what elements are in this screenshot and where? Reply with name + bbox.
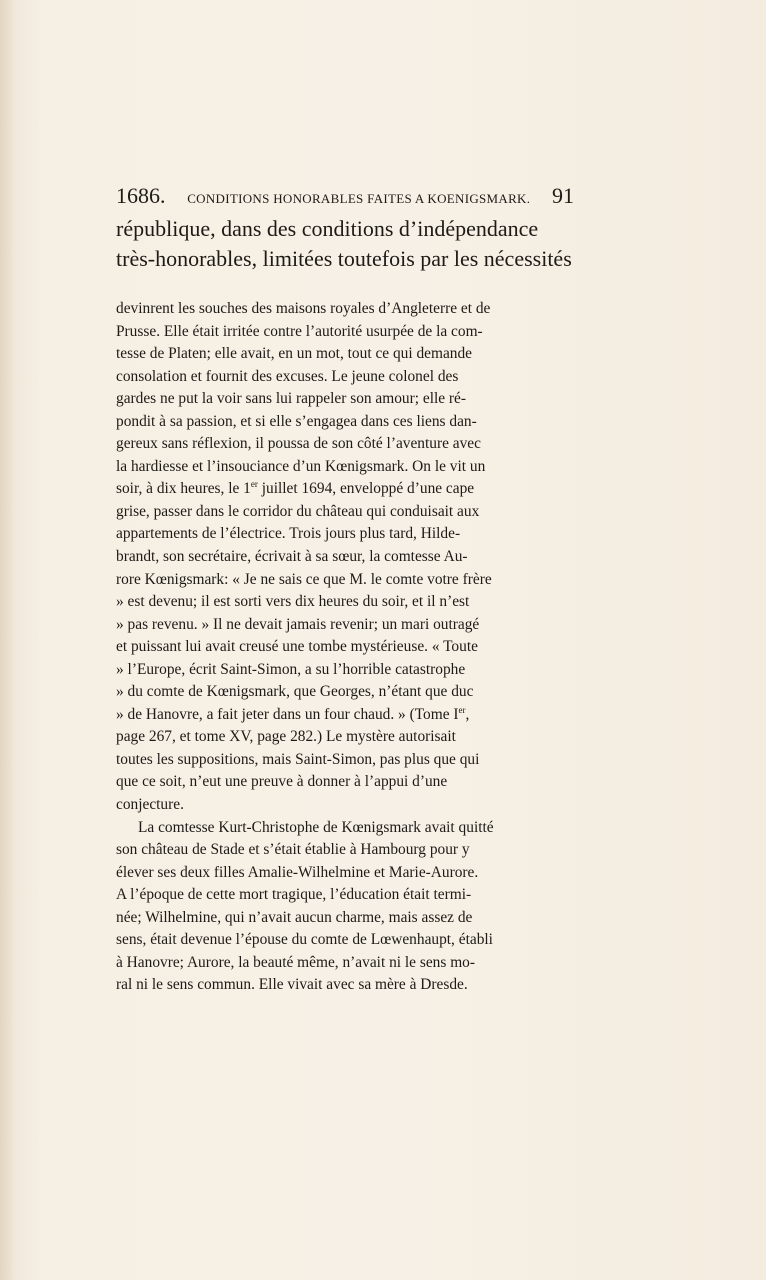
text-line: appartements de l’électrice. Trois jours plus tard, Hilde-	[116, 525, 461, 543]
text-line: à Hanovre; Aurore, la beauté même, n’avait ni le sens mo-	[116, 953, 475, 971]
text-line: toutes les suppositions, mais Saint-Simon, pas plus que qui	[116, 750, 480, 768]
text-line: sens, était devenue l’épouse du comte de Lœwenhaupt, établi	[116, 931, 493, 949]
running-head-year: 1686.	[116, 183, 166, 208]
text-line: consolation et fournit des excuses. Le jeune colonel des	[116, 367, 459, 385]
text-line: page 267, et tome XV, page 282.) Le mystère autorisait	[116, 728, 456, 746]
text-line: son château de Stade et s’était établie à Hambourg pour y	[116, 841, 470, 859]
lead-text-block	[116, 214, 574, 274]
page-number: 91	[552, 183, 574, 208]
superscript: er	[458, 704, 466, 715]
text-line: gardes ne put la voir sans lui rappeler son amour; elle ré-	[116, 390, 467, 408]
text-line: devinrent les souches des maisons royales d’Angleterre et de	[116, 300, 491, 317]
text-line: tesse de Platen; elle avait, en un mot, tout ce qui demande	[116, 345, 473, 363]
text-line: » est devenu; il est sorti vers dix heures du soir, et il n’est	[116, 593, 470, 611]
text-segment: » de Hanovre, a fait jeter dans un four chaud. » (Tome I	[116, 705, 459, 723]
lead-line: république, dans des conditions d’indépendance	[116, 216, 539, 241]
text-line: » pas revenu. » Il ne devait jamais revenir; un mari outragé	[116, 615, 480, 633]
body-text-block	[116, 298, 575, 997]
text-line: la hardiesse et l’insouciance d’un Kœnigsmark. On le vit un	[116, 457, 486, 475]
text-line: conjecture.	[116, 796, 184, 814]
running-head-title: CONDITIONS HONORABLES FAITES A KOENIGSMARK.	[187, 191, 531, 206]
text-line: née; Wilhelmine, qui n’avait aucun charme, mais assez de	[116, 908, 473, 926]
text-line: grise, passer dans le corridor du château qui conduisait aux	[116, 502, 480, 520]
text-line: pondit à sa passion, et si elle s’engagea dans ces liens dan-	[116, 412, 477, 430]
text-segment: soir, à dix heures, le 1	[116, 480, 251, 498]
text-segment: juillet 1694, enveloppé d’une cape	[257, 480, 475, 498]
text-line: que ce soit, n’eut une preuve à donner à l’appui d’une	[116, 773, 448, 791]
page-gutter-shadow	[0, 0, 14, 1280]
text-line: brandt, son secrétaire, écrivait à sa sœur, la comtesse Au-	[116, 548, 468, 566]
text-line	[116, 704, 575, 727]
text-line: » l’Europe, écrit Saint-Simon, a su l’horrible catastrophe	[116, 660, 466, 678]
text-line: et puissant lui avait creusé une tombe mystérieuse. « Toute	[116, 638, 478, 656]
text-line: » du comte de Kœnigsmark, que Georges, n’étant que duc	[116, 683, 474, 701]
superscript: er	[250, 479, 258, 490]
text-line: rore Kœnigsmark: « Je ne sais ce que M. le comte votre frère	[116, 570, 492, 588]
text-line: A l’époque de cette mort tragique, l’éducation était termi-	[116, 886, 472, 904]
text-line: gereux sans réflexion, il poussa de son côté l’aventure avec	[116, 435, 481, 453]
text-line: ral ni le sens commun. Elle vivait avec sa mère à Dresde.	[116, 976, 468, 994]
lead-line: très-honorables, limitées toutefois par les nécessités	[116, 246, 572, 271]
text-line	[116, 478, 575, 501]
paragraph-first-line: La comtesse Kurt-Christophe de Kœnigsmark avait quitté	[138, 818, 494, 836]
running-head	[116, 183, 574, 213]
text-line: Prusse. Elle était irritée contre l’autorité usurpée de la com-	[116, 322, 483, 340]
text-segment: ,	[465, 705, 470, 723]
text-line: élever ses deux filles Amalie-Wilhelmine et Marie-Aurore.	[116, 863, 479, 881]
